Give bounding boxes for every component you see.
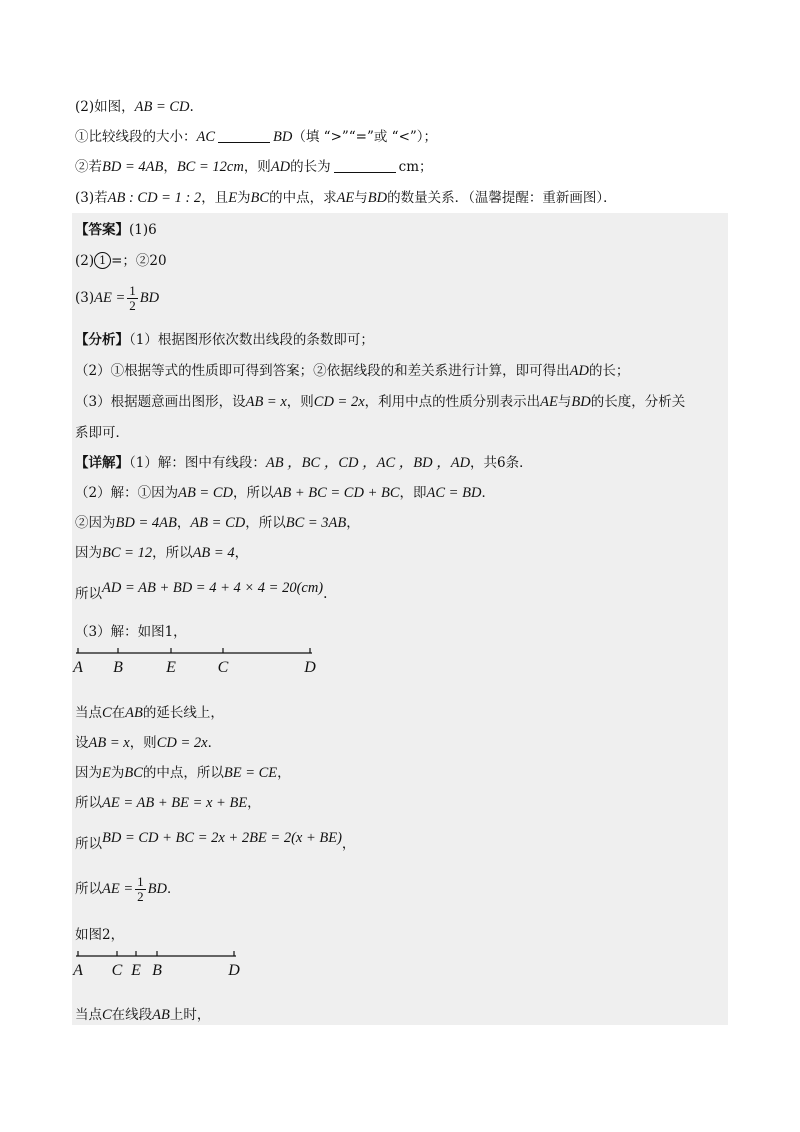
math: AD [270, 159, 291, 175]
text: . [189, 99, 194, 115]
fraction [135, 875, 146, 904]
text: ，所以 [233, 485, 274, 501]
point-label-A: A [73, 659, 83, 676]
detail-line-2 [75, 483, 495, 503]
analysis-label: 【分析】 [75, 332, 129, 348]
numerator: 1 [129, 283, 136, 298]
text: ， [234, 545, 249, 561]
text: 因为 [75, 765, 102, 781]
text: 的长为 [290, 159, 331, 175]
answer-line-3 [75, 283, 159, 313]
math: AB ，BC ，CD ，AC ，BD ，AD [265, 455, 471, 471]
text: ，且 [201, 190, 229, 206]
denominator: 2 [129, 298, 136, 313]
detail-line-8 [75, 733, 221, 753]
text: 的中点，所以 [142, 765, 224, 781]
math: CD = 2x [313, 394, 365, 410]
math: C [102, 1007, 112, 1023]
math: AB + BC = CD + BC [273, 485, 400, 501]
text: ． [207, 735, 222, 751]
text: 在 [111, 705, 126, 721]
math: BD = CD + BC = 2x + 2BE = 2(x + BE) [102, 830, 342, 846]
math: AB = CD [190, 515, 246, 531]
text: ，则 [286, 394, 314, 410]
math: BC = 12cm [176, 159, 244, 175]
text: cm； [398, 159, 433, 175]
text: ， [341, 836, 356, 852]
math: BC [124, 765, 143, 781]
text: 与 [557, 394, 572, 410]
math: AE = [102, 881, 134, 897]
text: ，则 [129, 735, 157, 751]
detail-line-6 [75, 622, 187, 642]
point-label-D: D [228, 962, 240, 979]
text: . [323, 586, 328, 602]
text: ， [163, 159, 177, 175]
detail-line-9 [75, 763, 291, 783]
detail-label: 【详解】 [75, 455, 129, 471]
detail-line-3 [75, 513, 360, 533]
math: AC [196, 129, 216, 145]
math: AE = AB + BE = x + BE [102, 795, 248, 811]
text: 设 [75, 735, 89, 751]
math: BC = 12 [102, 545, 153, 561]
text: ， [277, 765, 291, 781]
math: BE = CE [223, 765, 278, 781]
text: ，利用中点的性质分别表示出 [364, 394, 541, 410]
point-label-C: C [217, 659, 229, 676]
math: AD [569, 363, 589, 379]
text: （填 “>”“=”或 “<”）； [292, 129, 438, 145]
question-part2-1 [75, 127, 437, 147]
question-part3 [75, 188, 617, 208]
math: AE [540, 394, 558, 410]
math: AB = CD [178, 485, 233, 501]
text: ①比较线段的大小： [75, 129, 197, 145]
text: (2) [75, 253, 95, 269]
math: AC = BD [426, 485, 482, 501]
text: （3）根据题意画出图形，设 [75, 394, 246, 410]
math: AB = 4 [192, 545, 235, 561]
text: （3）解：如图1， [75, 624, 187, 640]
numerator: 1 [137, 874, 144, 889]
text: （1）根据图形依次数出线段的条数即可； [129, 332, 374, 348]
text: 为 [237, 190, 251, 206]
point-label-E: E [131, 962, 141, 979]
text: 的长； [588, 363, 630, 379]
analysis-line-4 [75, 423, 129, 443]
math: BD = 4AB [115, 515, 177, 531]
analysis-line-3 [75, 392, 685, 412]
answer-line-2 [75, 251, 167, 271]
text: (3) [75, 290, 95, 306]
text: （2）①根据等式的性质即可得到答案；②依据线段的和差关系进行计算，即可得出 [75, 363, 570, 379]
math: AB = x [88, 735, 130, 751]
text: 当点 [75, 1007, 102, 1023]
math: BD [367, 190, 388, 206]
fill-blank [334, 172, 396, 173]
text: ． [166, 881, 181, 897]
figure-1-number-line [72, 645, 332, 679]
text: 当点 [75, 705, 102, 721]
text: =；②20 [111, 253, 167, 269]
point-label-D: D [304, 659, 316, 676]
text: 与 [354, 190, 368, 206]
detail-line-14 [75, 1005, 210, 1025]
detail-line-11 [75, 828, 355, 854]
math: BC = 3AB [285, 515, 347, 531]
text: ， [346, 515, 360, 531]
text: 上时， [169, 1007, 211, 1023]
answer-line-1 [75, 220, 157, 240]
text: 的数量关系．（温馨提醒：重新画图）． [387, 190, 617, 206]
text: 系即可． [75, 425, 129, 441]
text: ， [176, 515, 191, 531]
math: BD [139, 290, 160, 306]
text: 所以 [75, 795, 102, 811]
text: 的延长线上， [142, 705, 224, 721]
math: BD [571, 394, 591, 410]
text: ，则 [243, 159, 271, 175]
text: (2)如图， [75, 99, 135, 115]
text: 所以 [75, 586, 102, 602]
math: AB : CD = 1 : 2 [107, 190, 202, 206]
question-part2-2 [75, 157, 433, 177]
math: BD = 4AB [102, 159, 164, 175]
text: 在线段 [111, 1007, 153, 1023]
text: 的长度，分析关 [590, 394, 686, 410]
figure-2-number-line [72, 948, 272, 982]
circled-number: 1 [94, 252, 111, 269]
detail-line-13 [75, 925, 124, 945]
math: BD [273, 129, 293, 145]
detail-line-5 [75, 578, 327, 604]
text: ． [481, 485, 495, 501]
denominator: 2 [137, 889, 144, 904]
text: 因为 [75, 545, 102, 561]
answer-label: 【答案】 [75, 222, 129, 238]
detail-line-10 [75, 793, 261, 813]
analysis-line-2 [75, 361, 629, 381]
text: ，即 [399, 485, 427, 501]
math: BC [250, 190, 270, 206]
math: BD [147, 881, 167, 897]
math: AE = [94, 290, 126, 306]
text: (1)6 [129, 222, 157, 238]
text: 所以 [75, 881, 102, 897]
math: AD = AB + BD = 4 + 4 × 4 = 20(cm) [102, 580, 324, 596]
detail-line-7 [75, 703, 224, 723]
math: AE [336, 190, 355, 206]
text: ，共6条． [470, 455, 533, 471]
text: ②因为 [75, 515, 116, 531]
detail-line-4 [75, 543, 248, 563]
fraction [127, 284, 138, 313]
math: AB = CD [134, 99, 190, 115]
text: 所以 [75, 836, 102, 852]
math: CD = 2x [156, 735, 208, 751]
text: 如图2， [75, 927, 125, 943]
fill-blank [218, 142, 270, 143]
text: （1）解：图中有线段： [129, 455, 266, 471]
math: E [102, 765, 111, 781]
text: 的中点，求 [269, 190, 337, 206]
math: AB [152, 1007, 170, 1023]
point-label-B: B [152, 962, 162, 979]
text: 为 [110, 765, 125, 781]
point-label-E: E [166, 659, 176, 676]
text: ，所以 [152, 545, 193, 561]
text: ， [247, 795, 261, 811]
text: ②若 [75, 159, 102, 175]
text: ，所以 [245, 515, 286, 531]
math: C [102, 705, 112, 721]
question-part2-intro [75, 97, 194, 117]
point-label-B: B [113, 659, 123, 676]
math: E [228, 190, 238, 206]
text: (3)若 [75, 190, 108, 206]
detail-line-12 [75, 874, 180, 904]
point-label-C: C [111, 962, 123, 979]
math: AB [125, 705, 143, 721]
analysis-line-1 [75, 330, 374, 350]
math: AB = x [245, 394, 287, 410]
detail-line-1 [75, 453, 533, 473]
point-label-A: A [73, 962, 83, 979]
text: （2）解：①因为 [75, 485, 179, 501]
